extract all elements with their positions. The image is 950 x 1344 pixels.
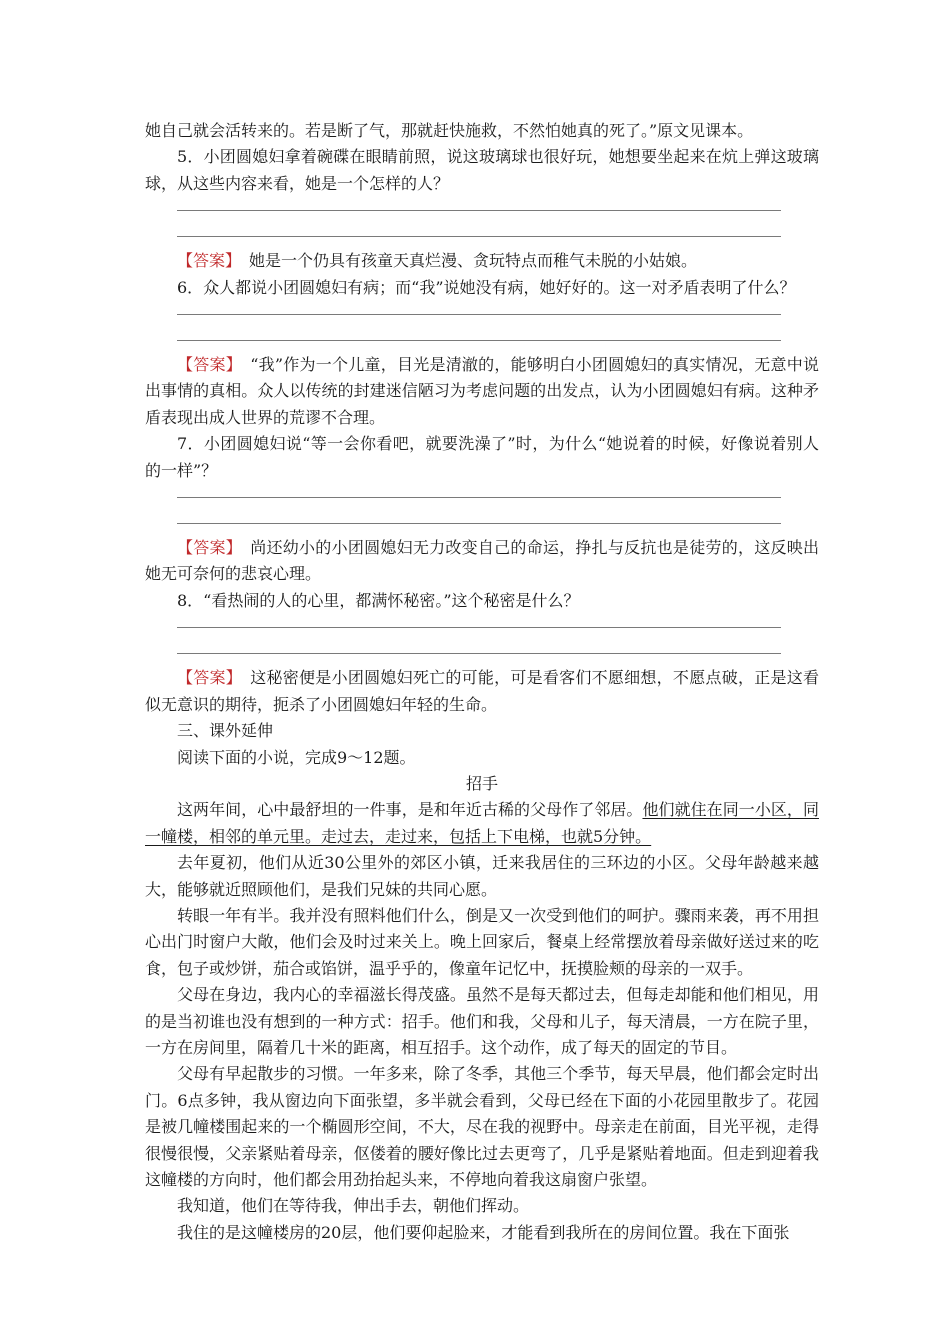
answer-5	[145, 248, 819, 274]
underlined-sentence: 他们就住在同一小区，同一幢楼，相邻的单元里。走过去，走过来，包括上下电梯，也就5分钟。	[145, 800, 819, 846]
answer-tag: 【答案】	[177, 538, 235, 558]
answer-tag: 【答案】	[177, 668, 235, 688]
question-7: 7．小团圆媳妇说“等一会你看吧，就要洗澡了”时，为什么“她说着的时候，好像说着别人的一样”？	[145, 434, 819, 480]
answer-text: “我”作为一个儿童，目光是清澈的，能够明白小团圆媳妇的真实情况，无意中说出事情的真相。众人以传统的封建迷信陋习为考虑问题的出发点，认为小团圆媳妇有病。这种矛盾表现出成人世界的荒谬不合理。	[145, 355, 819, 427]
answer-7	[145, 535, 819, 588]
answer-tag: 【答案】	[177, 355, 234, 375]
answer-line	[177, 497, 781, 498]
answer-6	[145, 352, 819, 431]
question-5: 5．小团圆媳妇拿着碗碟在眼睛前照，说这玻璃球也很好玩，她想要坐起来在炕上弹这玻璃球，从这些内容来看，她是一个怎样的人？	[145, 147, 819, 193]
paragraph-intro: 她自己就会活转来的。若是断了气，那就赶快施救，不然怕她真的死了。”原文见课本。	[145, 121, 754, 140]
story-paragraph	[145, 797, 819, 850]
story-paragraph: 转眼一年有半。我并没有照料他们什么，倒是又一次受到他们的呵护。骤雨来袭，再不用担心出门时窗户大敞，他们会及时过来关上。晚上回家后，餐桌上经常摆放着母亲做好送过来的吃食，包子或炒饼，茄合或馅饼，温乎乎的，像童年记忆中，抚摸脸颊的母亲的一双手。	[145, 905, 819, 978]
question-8: 8．“看热闹的人的心里，都满怀秘密。”这个秘密是什么？	[177, 590, 580, 610]
story-paragraph: 去年夏初，他们从近30公里外的郊区小镇，迁来我居住的三环边的小区。父母年龄越来越大，能够就近照顾他们，是我们兄妹的共同心愿。	[145, 853, 819, 899]
answer-line	[177, 236, 781, 237]
answer-8	[145, 665, 819, 718]
answer-line	[177, 523, 781, 524]
question-6: 6．众人都说小团圆媳妇有病；而“我”说她没有病，她好好的。这一对矛盾表明了什么？	[177, 277, 796, 297]
answer-line	[177, 627, 781, 628]
answer-tag: 【答案】	[177, 251, 234, 271]
answer-line	[177, 314, 781, 315]
story-text: 这两年间，心中最舒坦的一件事，是和年近古稀的父母作了邻居。	[177, 800, 643, 820]
answer-text: 这秘密便是小团圆媳妇死亡的可能，可是看客们不愿细想，不愿点破，正是这看似无意识的期待，扼杀了小团圆媳妇年轻的生命。	[145, 668, 819, 714]
story-paragraph: 父母有早起散步的习惯。一年多来，除了冬季，其他三个季节，每天早晨，他们都会定时出门。6点多钟，我从窗边向下面张望，多半就会看到，父母已经在下面的小花园里散步了。花园是被几幢楼围起来的一个椭圆形空间，不大，尽在我的视野中。母亲走在前面，目光平视，走得很慢很慢，父亲紧贴着母亲，伛偻着的腰好像比过去更弯了，几乎是紧贴着地面。但走到迎着我这幢楼的方向时，他们都会用劲抬起头来，不停地向着我这扇窗户张望。	[145, 1064, 819, 1189]
answer-line	[177, 653, 781, 654]
story-paragraph: 我住的是这幢楼房的20层，他们要仰起脸来，才能看到我所在的房间位置。我在下面张	[177, 1222, 790, 1242]
answer-text: 她是一个仍具有孩童天真烂漫、贪玩特点而稚气未脱的小姑娘。	[233, 251, 698, 271]
story-title: 招手	[465, 773, 498, 793]
story-paragraph: 我知道，他们在等待我，伸出手去，朝他们挥动。	[177, 1196, 530, 1216]
section-heading: 三、课外延伸	[177, 721, 274, 741]
answer-text: 尚还幼小的小团圆媳妇无力改变自己的命运，挣扎与反抗也是徒劳的，这反映出她无可奈何的悲哀心理。	[145, 538, 819, 584]
story-paragraph: 父母在身边，我内心的幸福滋长得茂盛。虽然不是每天都过去，但每走却能和他们相见，用的是当初谁也没有想到的一种方式：招手。他们和我，父母和儿子，每天清晨，一方在院子里，一方在房间里，隔着几十米的距离，相互招手。这个动作，成了每天的固定的节目。	[145, 985, 819, 1057]
answer-line	[177, 210, 781, 211]
reading-instruction: 阅读下面的小说，完成9～12题。	[177, 747, 416, 767]
document-page	[145, 118, 819, 1246]
answer-line	[177, 340, 781, 341]
